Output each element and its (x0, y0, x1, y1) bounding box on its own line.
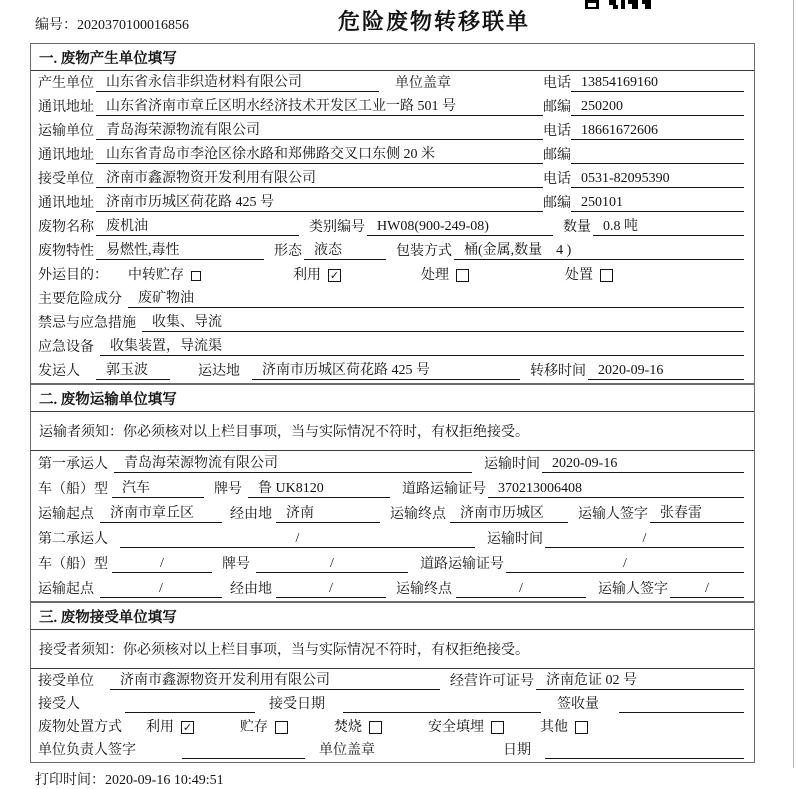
field-value-underline: 易燃性,毒性 (96, 239, 264, 260)
field-value-underline: 18661672606 (571, 123, 744, 140)
field-label: 废物特性 (38, 244, 94, 259)
field-value-underline (571, 147, 744, 164)
field-value-underline (125, 696, 255, 713)
field-value-underline: / (456, 581, 586, 598)
field-value-underline: / (670, 581, 744, 598)
field-label-unit-seal: 单位盖章 (319, 743, 375, 758)
field-value-underline: 0531-82095390 (571, 171, 744, 188)
checkbox-transfer-storage-unchecked (191, 271, 201, 281)
field-row-producer-unit (31, 71, 754, 95)
field-value-underline: / (100, 581, 222, 598)
field-row-producer-address (31, 95, 754, 119)
field-row-transport-address (31, 143, 754, 167)
field-value-underline: 收集、导流 (142, 311, 744, 332)
field-row-vehicle-type-1 (31, 476, 754, 501)
field-value-underline: 青岛海荣源物流有限公司 (96, 119, 543, 140)
field-value-underline: 张春雷 (650, 502, 744, 523)
field-label: 形态 (274, 244, 302, 259)
field-row-disposal-method (31, 716, 754, 739)
checkbox-utilize-checked: ✓ (182, 721, 193, 734)
print-time-value: 2020-09-16 10:49:51 (105, 773, 224, 788)
serial-label: 编号： (35, 18, 77, 33)
field-value-underline: 郭玉波 (96, 359, 170, 380)
field-value-underline: 山东省青岛市李沧区徐水路和郑佛路交叉口东侧 20 米 (96, 143, 543, 164)
field-row-vehicle-type-2 (31, 551, 754, 576)
field-label: 运输起点 (38, 507, 94, 522)
field-row-accept-unit (31, 669, 754, 693)
option-label-treat: 处理 (421, 268, 449, 283)
field-value-underline (619, 696, 744, 713)
field-label: 邮编 (543, 148, 571, 163)
field-value-underline: / (120, 531, 475, 548)
field-label: 运输终点 (390, 507, 446, 522)
field-label: 数量 (563, 220, 591, 235)
checkbox-store-unchecked (275, 721, 288, 734)
field-label: 运输人签字 (578, 507, 648, 522)
option-label-incinerate: 焚烧 (334, 720, 362, 735)
field-value-underline: 370213006408 (488, 481, 744, 498)
section-transporter (30, 384, 755, 602)
field-label: 电话 (543, 76, 571, 91)
field-value-underline: 济南市章丘区 (100, 502, 222, 523)
field-value-underline: 13854169160 (571, 75, 744, 92)
field-value-underline: 桶(金属,数量 4 ) (454, 239, 744, 260)
serial-number-line (35, 14, 189, 34)
page-edge (793, 0, 794, 768)
field-label: 运输时间 (484, 457, 540, 472)
field-label-unit-seal: 单位盖章 (395, 76, 451, 91)
field-label: 单位负责人签字 (38, 743, 136, 758)
field-label: 第二承运人 (38, 532, 108, 547)
field-value-underline: 液态 (304, 239, 386, 260)
field-row-first-carrier (31, 451, 754, 476)
checkbox-other-unchecked (575, 721, 588, 734)
field-value-underline: 青岛海荣源物流有限公司 (114, 452, 472, 473)
field-label: 第一承运人 (38, 457, 108, 472)
field-label: 道路运输证号 (420, 557, 504, 572)
field-label: 主要危险成分 (38, 292, 122, 307)
field-row-waste-property (31, 239, 754, 263)
field-label: 运输起点 (38, 582, 94, 597)
field-value-underline: 济南市历城区 (450, 502, 568, 523)
field-row-waste-name (31, 215, 754, 239)
transporter-notice: 运输者须知：你必须核对以上栏目事项，当与实际情况不符时，有权拒绝接受。 (31, 412, 754, 451)
field-value-underline: 济南危证 02 号 (536, 669, 744, 690)
field-label: 经营许可证号 (450, 674, 534, 689)
field-label: 邮编 (543, 100, 571, 115)
option-label-landfill: 安全填埋 (428, 720, 484, 735)
field-value-underline: 2020-09-16 (542, 456, 744, 473)
field-row-responsible-signature (31, 739, 754, 762)
receiver-notice: 接受者须知：你必须核对以上栏目事项，当与实际情况不符时，有权拒绝接受。 (31, 630, 754, 669)
checkbox-utilize-checked: ✓ (329, 269, 340, 282)
field-label: 通讯地址 (38, 148, 94, 163)
field-label: 接受单位 (38, 674, 94, 689)
document-header (0, 0, 796, 43)
field-row-emergency-measures (31, 311, 754, 335)
field-label: 禁忌与应急措施 (38, 316, 136, 331)
section-producer-title: 一. 废物产生单位填写 (31, 44, 754, 71)
field-label: 运输终点 (396, 582, 452, 597)
section-producer (30, 43, 755, 384)
field-label: 发运人 (38, 364, 80, 379)
field-value-underline: 济南市鑫源物资开发利用有限公司 (96, 167, 543, 188)
page-title: 危险废物转移联单 (337, 9, 531, 34)
checkbox-dispose-unchecked (600, 269, 613, 282)
field-label: 包装方式 (396, 244, 452, 259)
option-label-store: 贮存 (240, 720, 268, 735)
field-value-underline: 废机油 (96, 215, 299, 236)
field-row-route-1 (31, 501, 754, 526)
field-value-underline: 废矿物油 (128, 287, 744, 308)
field-row-main-hazard (31, 287, 754, 311)
checkbox-incinerate-unchecked (369, 721, 382, 734)
field-value-underline (343, 696, 541, 713)
field-row-second-carrier (31, 526, 754, 551)
field-value-underline: / (256, 556, 408, 573)
field-label: 运输单位 (38, 124, 94, 139)
option-label-utilize: 利用 (146, 720, 174, 735)
field-label: 通讯地址 (38, 196, 94, 211)
field-value-underline: HW08(900-249-08) (367, 219, 553, 236)
checkbox-landfill-unchecked (491, 721, 504, 734)
field-label: 产生单位 (38, 76, 94, 91)
field-row-shipper (31, 359, 754, 383)
field-row-accept-person (31, 693, 754, 716)
field-value-underline: 鲁 UK8120 (248, 477, 390, 498)
field-label: 电话 (543, 172, 571, 187)
field-value-underline: 0.8 吨 (593, 215, 744, 236)
field-label: 接受人 (38, 697, 80, 712)
field-label: 运输人签字 (598, 582, 668, 597)
print-time-label: 打印时间： (35, 773, 105, 788)
field-value-underline: 济南 (276, 502, 380, 523)
section-transporter-title: 二. 废物运输单位填写 (31, 385, 754, 412)
option-label-other: 其他 (540, 720, 568, 735)
field-label: 接受单位 (38, 172, 94, 187)
field-label: 外运目的： (38, 268, 108, 283)
field-value-underline: 济南市历城区荷花路 425 号 (96, 191, 543, 212)
field-label: 道路运输证号 (402, 482, 486, 497)
qr-code-fragment (585, 0, 651, 10)
field-value-underline: / (506, 556, 744, 573)
field-label: 类别编号 (309, 220, 365, 235)
manifest-form (30, 43, 755, 763)
checkbox-treat-unchecked (456, 269, 469, 282)
field-row-route-2 (31, 576, 754, 601)
print-time-line (35, 769, 796, 789)
field-value-underline: 收集装置，导流渠 (100, 335, 744, 356)
field-label: 接受日期 (269, 697, 325, 712)
field-label: 签收量 (557, 697, 599, 712)
field-value-underline: 250200 (571, 99, 744, 116)
section-receiver-title: 三. 废物接受单位填写 (31, 603, 754, 630)
field-row-transport-unit (31, 119, 754, 143)
field-label: 运输时间 (487, 532, 543, 547)
field-row-receiver-address (31, 191, 754, 215)
field-value-underline: / (545, 531, 744, 548)
field-value-underline: 250101 (571, 195, 744, 212)
field-value-underline: / (112, 556, 212, 573)
field-value-underline: 济南市历城区荷花路 425 号 (252, 359, 520, 380)
field-label: 车（船）型 (38, 482, 108, 497)
field-row-outbound-purpose (31, 263, 754, 287)
serial-value: 2020370100016856 (77, 18, 189, 33)
field-value-underline (545, 742, 744, 759)
field-label: 牌号 (214, 482, 242, 497)
field-label: 电话 (543, 124, 571, 139)
field-row-emergency-equipment (31, 335, 754, 359)
field-value-underline: 汽车 (112, 477, 204, 498)
option-label-dispose: 处置 (565, 268, 593, 283)
field-label: 应急设备 (38, 340, 94, 355)
field-label: 车（船）型 (38, 557, 108, 572)
field-label: 废物名称 (38, 220, 94, 235)
field-label: 经由地 (230, 507, 272, 522)
option-label-utilize: 利用 (293, 268, 321, 283)
field-value-underline: 山东省济南市章丘区明水经济技术开发区工业一路 501 号 (96, 95, 543, 116)
option-label-transfer-storage: 中转贮存 (128, 268, 184, 283)
section-receiver (30, 602, 755, 763)
field-label: 运达地 (198, 364, 240, 379)
field-value-underline: 山东省永信非织造材料有限公司 (96, 71, 379, 92)
field-value-underline: / (276, 581, 386, 598)
field-label: 牌号 (222, 557, 250, 572)
field-label: 通讯地址 (38, 100, 94, 115)
field-value-underline: 2020-09-16 (588, 363, 744, 380)
field-label: 经由地 (230, 582, 272, 597)
field-label: 转移时间 (530, 364, 586, 379)
field-value-underline (182, 742, 305, 759)
field-value-underline: 济南市鑫源物资开发利用有限公司 (110, 669, 440, 690)
field-label: 邮编 (543, 196, 571, 211)
field-row-receiver-unit (31, 167, 754, 191)
field-label: 废物处置方式 (38, 720, 122, 735)
field-label: 日期 (503, 743, 531, 758)
